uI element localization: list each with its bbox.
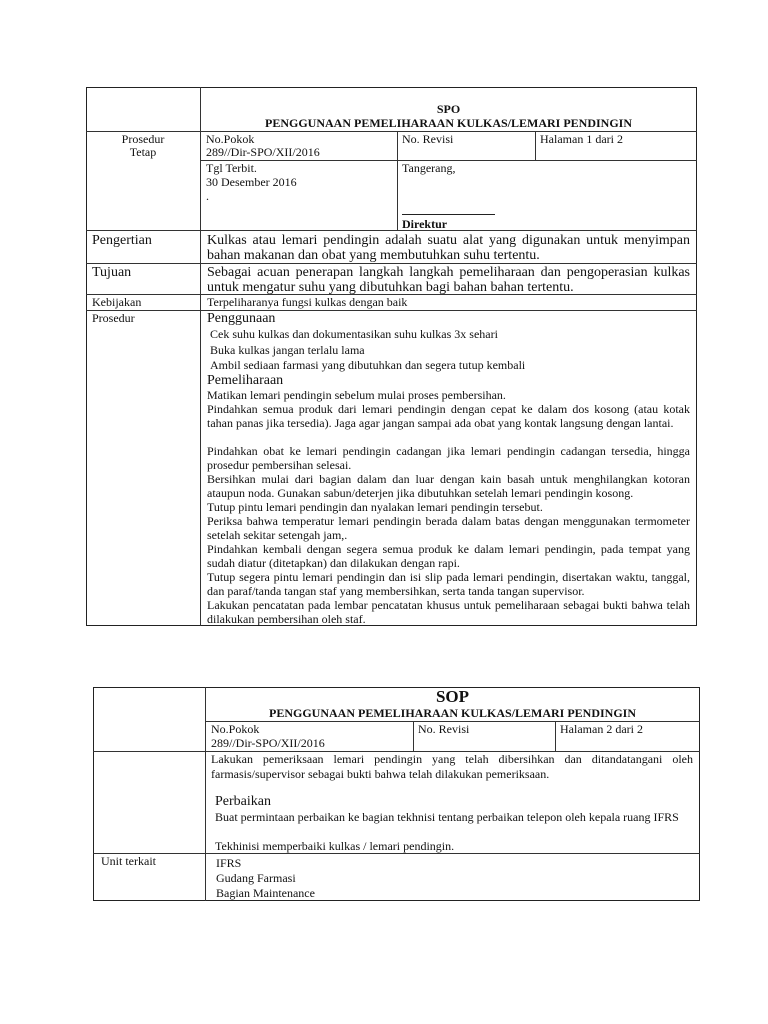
pengertian-text: Kulkas atau lemari pendingin adalah suatu alat yang digunakan untuk menyimpan bahan makanan dan obat yang membutuhkan suhu tertentu.: [207, 233, 690, 263]
tgl-terbit-label: Tgl Terbit.: [206, 161, 257, 175]
unit-terkait-label: Unit terkait: [101, 854, 156, 868]
perbaikan-item: Buat permintaan perbaikan ke bagian tekhnisi tentang perbaikan telepon oleh kepala ruang IFRS: [215, 810, 679, 824]
no-pokok-value: 289//Dir-SPO/XII/2016: [206, 145, 320, 159]
tgl-terbit-dot: .: [206, 189, 209, 203]
tujuan-label: Tujuan: [92, 265, 132, 280]
document-title-2: PENGGUNAAN PEMELIHARAAN KULKAS/LEMARI PENDINGIN: [268, 706, 637, 720]
pemeliharaan-item: Matikan lemari pendingin sebelum mulai proses pembersihan.: [207, 388, 506, 402]
no-pokok-label-2: No.Pokok: [211, 722, 260, 736]
pemeliharaan-item: Bersihkan mulai dari bagian dalam dan luar dengan kain basah untuk menghilangkan kotoran ataupun noda. Gunakan sabun/deterjen jika dibutuhkan setelah lemari pendingin kosong.: [207, 472, 690, 500]
pengertian-label: Pengertian: [92, 233, 152, 248]
pemeliharaan-item: Periksa bahwa temperatur lemari pendingin berada dalam batas dengan menggunakan termometer setelah sekitar setengah jam,.: [207, 514, 690, 542]
no-pokok-value-2: 289//Dir-SPO/XII/2016: [211, 736, 325, 750]
pemeliharaan-item: Pindahkan kembali dengan segera semua produk ke dalam lemari pendingin, pada tempat yang sudah diatur (ditetapkan) dan dilakukan dengan rapi.: [207, 542, 690, 570]
penggunaan-item: Buka kulkas jangan terlalu lama: [210, 343, 365, 357]
pemeliharaan-item: Pindahkan obat ke lemari pendingin cadangan jika lemari pendingin cadangan tersedia, hingga prosedur pembersihan selesai.: [207, 444, 690, 472]
pemeliharaan-item: Lakukan pencatatan pada lembar pencatatan khusus untuk pemeliharaan sebagai bukti bahwa telah dilakukan pembersihan oleh staf.: [207, 598, 690, 626]
kebijakan-label: Kebijakan: [92, 295, 142, 309]
kebijakan-text: Terpeliharanya fungsi kulkas dengan baik: [207, 295, 408, 309]
pemeliharaan-item: Tutup segera pintu lemari pendingin dan isi slip pada lemari pendingin, disertakan waktu, tanggal, dan paraf/tanda tangan staf yang membersihkan, serta tanda tangan supervisor.: [207, 570, 690, 598]
penggunaan-item: Cek suhu kulkas dan dokumentasikan suhu kulkas 3x sehari: [210, 327, 498, 341]
unit-item: IFRS: [216, 856, 242, 870]
prosedur-tetap-label: Prosedur: [121, 132, 165, 146]
no-revisi-label-2: No. Revisi: [418, 722, 470, 736]
prosedur-tetap-label-2: Tetap: [129, 145, 157, 159]
penggunaan-item: Ambil sediaan farmasi yang dibutuhkan dan segera tutup kembali: [210, 358, 526, 372]
perbaikan-item: Tekhinisi memperbaiki kulkas / lemari pendingin.: [215, 839, 455, 853]
document-title: PENGGUNAAN PEMELIHARAAN KULKAS/LEMARI PENDINGIN: [264, 116, 633, 130]
document-type: SPO: [436, 102, 461, 116]
tujuan-text: Sebagai acuan penerapan langkah langkah pemeliharaan dan pengoperasian kulkas untuk mengatur suhu yang dibutuhkan bagi bahan bahan tertentu.: [207, 265, 690, 295]
perbaikan-heading: Perbaikan: [215, 794, 271, 809]
no-pokok-label: No.Pokok: [206, 132, 255, 146]
penggunaan-heading: Penggunaan: [207, 311, 276, 326]
tgl-terbit-value: 30 Desember 2016: [206, 175, 297, 189]
halaman-label: Halaman 1 dari 2: [540, 132, 623, 146]
unit-item: Bagian Maintenance: [216, 886, 315, 900]
pemeriksaan-text: Lakukan pemeriksaan lemari pendingin yang telah dibersihkan dan ditandatangani oleh farmasis/supervisor sebagai bukti bahwa telah dilakukan pemeriksaan.: [211, 752, 693, 781]
signatory-label: Direktur: [402, 217, 448, 231]
no-revisi-label: No. Revisi: [402, 132, 454, 146]
pemeliharaan-item: Pindahkan semua produk dari lemari pendingin dengan cepat ke dalam dos kosong (atau kotak tahan panas jika tersedia). Jaga agar jangan sampai ada obat yang kontak langsung dengan lantai.: [207, 402, 690, 430]
document-type-2: SOP: [435, 687, 470, 706]
pemeliharaan-heading: Pemeliharaan: [207, 373, 284, 388]
signature-line: [402, 214, 495, 215]
unit-item: Gudang Farmasi: [216, 871, 296, 885]
prosedur-label: Prosedur: [92, 311, 135, 325]
place-label: Tangerang,: [402, 161, 456, 175]
halaman-label-2: Halaman 2 dari 2: [560, 722, 643, 736]
pemeliharaan-item: Tutup pintu lemari pendingin dan nyalakan lemari pendingin tersebut.: [207, 500, 543, 514]
